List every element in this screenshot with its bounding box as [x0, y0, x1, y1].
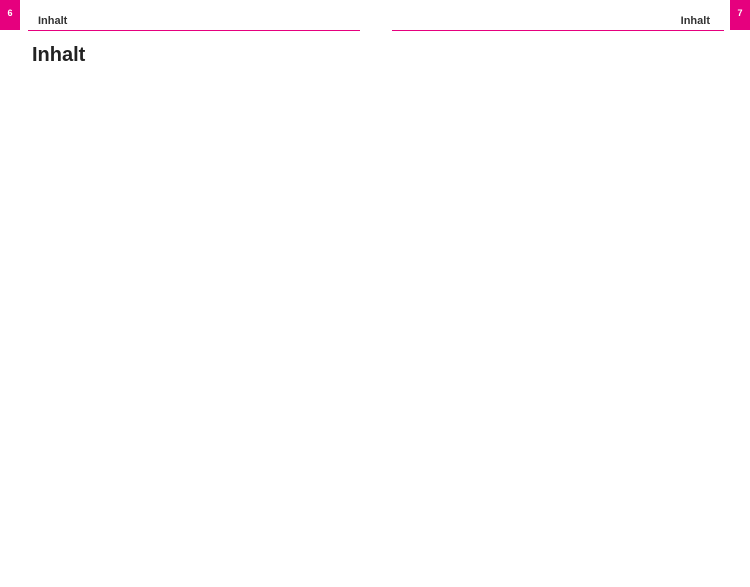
header-left-title: Inhalt	[38, 15, 68, 27]
page-title: Inhalt	[32, 44, 86, 66]
header-rule-right	[392, 30, 724, 31]
page-number-left: 6	[0, 0, 20, 30]
header-right-title: Inhalt	[680, 15, 710, 27]
page-number-right: 7	[730, 0, 750, 30]
header-rule-left	[28, 30, 360, 31]
